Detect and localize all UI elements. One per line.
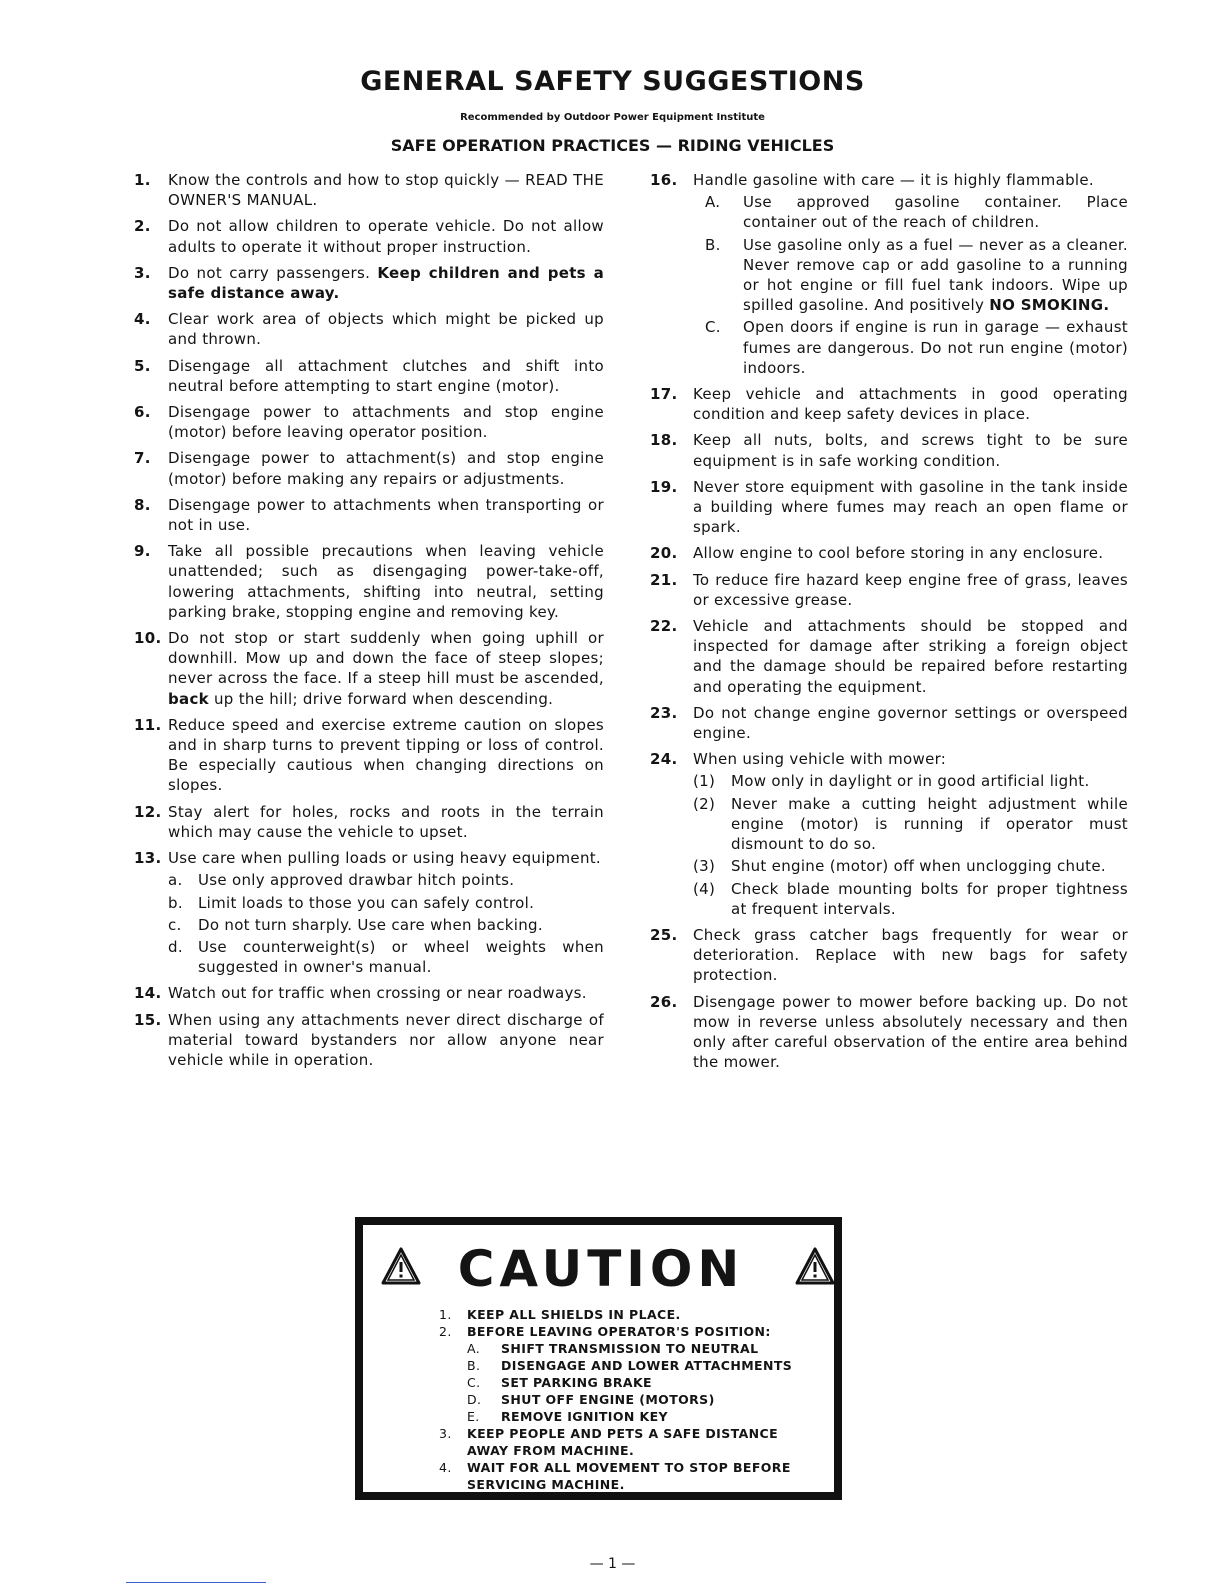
caution-sub-label: A. <box>467 1341 481 1356</box>
item-number: 10. <box>134 629 162 648</box>
sub-item-label: (3) <box>693 857 716 876</box>
caution-sub-item <box>467 1391 813 1408</box>
sub-item-bold-text: NO SMOKING. <box>989 296 1110 315</box>
item-text: Keep vehicle and attachments in good operating condition and keep safety devices in place. <box>693 385 1128 424</box>
sub-item <box>693 879 1128 919</box>
list-item <box>650 749 1128 919</box>
warning-triangle-icon <box>381 1247 421 1285</box>
caution-item <box>433 1425 813 1459</box>
caution-sub-item <box>467 1357 813 1374</box>
item-number: 4. <box>134 310 151 329</box>
list-item <box>134 402 604 442</box>
sub-item-label: B. <box>705 235 721 254</box>
caution-sub-item <box>467 1340 813 1357</box>
caution-item <box>433 1306 813 1323</box>
item-number: 21. <box>650 570 678 589</box>
sub-item-text: Use gasoline only as a fuel — never as a cleaner. Never remove cap or add gasoline to a running or hot engine or fill fuel tank indoors. Wipe up spilled gasoline. And positively <box>743 235 1128 315</box>
sub-item-text: Use only approved drawbar hitch points. <box>198 871 515 890</box>
item-text: When using vehicle with mower: <box>693 750 947 769</box>
sub-item-label: (4) <box>693 879 716 898</box>
item-text: up the hill; drive forward when descending. <box>208 689 554 708</box>
left-column <box>134 170 604 1076</box>
item-number: 20. <box>650 544 678 563</box>
list-item <box>134 802 604 842</box>
item-bold-text: Keep children and pets a safe distance away. <box>168 263 604 303</box>
sub-item-text: Open doors if engine is run in garage — exhaust fumes are dangerous. Do not run engine (motor) indoors. <box>743 318 1128 377</box>
caution-item-number: 3. <box>439 1426 452 1441</box>
sub-item-label: C. <box>705 318 721 337</box>
section-heading: SAFE OPERATION PRACTICES — RIDING VEHICLES <box>390 136 835 155</box>
item-number: 17. <box>650 385 678 404</box>
sub-item-label: d. <box>168 937 183 956</box>
item-text: Disengage power to mower before backing up. Do not mow in reverse unless absolutely necessary and then only after careful observation of the entire area behind the mower. <box>693 992 1128 1072</box>
caution-sub-item <box>467 1408 813 1425</box>
item-number: 25. <box>650 925 678 944</box>
caution-header <box>363 1240 834 1298</box>
sub-item-label: b. <box>168 893 183 912</box>
list-item <box>134 170 604 210</box>
item-text: Take all possible precautions when leaving vehicle unattended; such as disengaging power-take-off, lowering attachments, shifting into neutral, setting parking brake, stopping engine and removing key. <box>168 542 604 621</box>
sub-item-text: Limit loads to those you can safely control. <box>198 893 535 912</box>
item-number: 13. <box>134 849 162 868</box>
item-text: Do not change engine governor settings or overspeed engine. <box>693 703 1128 743</box>
list-item <box>650 430 1128 470</box>
list-item <box>134 309 604 349</box>
sub-item-text: Use counterweight(s) or wheel weights when suggested in owner's manual. <box>198 937 604 977</box>
sub-item-text: Shut engine (motor) off when unclogging chute. <box>731 857 1106 876</box>
caution-list <box>433 1306 813 1493</box>
list-item <box>134 263 604 303</box>
sub-item-label: A. <box>705 193 721 212</box>
item-text: Do not stop or start suddenly when going uphill or downhill. Mow up and down the face of steep slopes; never across the face. If a steep hill must be ascended, <box>168 629 604 688</box>
caution-sub-label: B. <box>467 1358 481 1373</box>
list-item <box>134 848 604 977</box>
item-text: Keep all nuts, bolts, and screws tight to be sure equipment is in safe working condition. <box>693 431 1128 470</box>
item-text: Check grass catcher bags frequently for wear or deterioration. Replace with new bags for safety protection. <box>693 925 1128 985</box>
item-number: 22. <box>650 617 678 636</box>
sub-item <box>168 915 604 935</box>
caution-sub-text: REMOVE IGNITION KEY <box>501 1409 668 1424</box>
caution-item-text: BEFORE LEAVING OPERATOR'S POSITION: <box>467 1324 771 1339</box>
list-item <box>134 715 604 796</box>
item-number: 7. <box>134 449 151 468</box>
item-number: 1. <box>134 171 151 189</box>
item-text: Clear work area of objects which might be picked up and thrown. <box>168 310 604 349</box>
caution-sub-label: C. <box>467 1375 481 1390</box>
caution-item-text: KEEP PEOPLE AND PETS A SAFE DISTANCE AWAY FROM MACHINE. <box>467 1426 779 1458</box>
item-number: 11. <box>134 715 162 734</box>
item-text: To reduce fire hazard keep engine free of grass, leaves or excessive grease. <box>693 570 1128 609</box>
item-text: Vehicle and attachments should be stopped and inspected for damage after striking a foreign object and the damage should be repaired before restarting and operating the equipment. <box>693 617 1128 696</box>
item-number: 2. <box>134 217 151 236</box>
item-number: 9. <box>134 542 151 561</box>
item-number: 15. <box>134 1010 162 1029</box>
right-column <box>650 170 1128 1078</box>
caution-sub-item <box>467 1374 813 1391</box>
caution-sub-text: SET PARKING BRAKE <box>501 1375 652 1390</box>
item-number: 12. <box>134 802 162 821</box>
item-text: Do not allow children to operate vehicle. Do not allow adults to operate it without proper instruction. <box>168 217 604 256</box>
item-text: Reduce speed and exercise extreme caution on slopes and in sharp turns to prevent tipping or loss of control. Be especially cautious when changing directions on slopes. <box>168 715 604 795</box>
item-number: 8. <box>134 495 151 514</box>
caution-sub-label: E. <box>467 1409 480 1424</box>
item-number: 19. <box>650 477 678 496</box>
caution-item <box>433 1323 813 1425</box>
sub-item <box>693 856 1128 876</box>
caution-sub-text: SHUT OFF ENGINE (MOTORS) <box>501 1392 715 1407</box>
sub-item-text: Use approved gasoline container. Place container out of the reach of children. <box>743 193 1128 232</box>
list-item <box>134 1010 604 1071</box>
warning-triangle-icon <box>795 1247 835 1285</box>
list-item <box>134 541 604 622</box>
item-text: Disengage power to attachments and stop engine (motor) before leaving operator position. <box>168 403 604 442</box>
list-item <box>650 384 1128 424</box>
caution-sub-text: SHIFT TRANSMISSION TO NEUTRAL <box>501 1341 759 1356</box>
list-item <box>650 570 1128 610</box>
page-number: — 1 — <box>589 1556 636 1572</box>
item-text: Watch out for traffic when crossing or near roadways. <box>168 984 587 1003</box>
list-item <box>650 616 1128 697</box>
item-number: 3. <box>134 263 151 282</box>
sub-item-label: (2) <box>693 794 716 813</box>
item-number: 16. <box>650 171 678 189</box>
list-item <box>134 448 604 488</box>
scan-artifact-line <box>126 1582 266 1583</box>
caution-sub-text: DISENGAGE AND LOWER ATTACHMENTS <box>501 1358 793 1373</box>
item-text: Know the controls and how to stop quickly — READ THE OWNER'S MANUAL. <box>168 171 604 210</box>
item-text: Handle gasoline with care — it is highly flammable. <box>693 171 1094 189</box>
caution-item-text: KEEP ALL SHIELDS IN PLACE. <box>467 1307 681 1322</box>
caution-box <box>355 1217 842 1500</box>
item-number: 6. <box>134 403 151 422</box>
caution-item-number: 1. <box>439 1307 452 1322</box>
caution-heading: CAUTION <box>457 1240 745 1298</box>
page-title: GENERAL SAFETY SUGGESTIONS <box>360 66 865 97</box>
item-bold-text: back <box>168 689 209 708</box>
list-item <box>134 216 604 256</box>
list-item <box>134 983 604 1003</box>
sub-item <box>168 937 604 977</box>
sub-item-label: (1) <box>693 772 716 791</box>
item-text: Use care when pulling loads or using heavy equipment. <box>168 849 601 868</box>
sub-item <box>705 192 1128 232</box>
list-item <box>134 628 604 709</box>
sub-item-text: Never make a cutting height adjustment while engine (motor) is running if operator must dismount to do so. <box>731 794 1128 854</box>
list-item <box>650 992 1128 1073</box>
item-text: Do not carry passengers. <box>168 263 378 282</box>
list-item <box>650 925 1128 986</box>
sub-item <box>693 794 1128 855</box>
sub-item-label: a. <box>168 871 183 890</box>
sub-item <box>693 771 1128 791</box>
item-text: Stay alert for holes, rocks and roots in the terrain which may cause the vehicle to upset. <box>168 802 604 841</box>
item-text: Never store equipment with gasoline in the tank inside a building where fumes may reach an open flame or spark. <box>693 477 1128 537</box>
sub-item-label: c. <box>168 915 182 934</box>
item-number: 5. <box>134 356 151 375</box>
list-item <box>650 170 1128 378</box>
sub-item-text: Do not turn sharply. Use care when backing. <box>198 915 543 934</box>
item-text: Disengage power to attachments when transporting or not in use. <box>168 495 604 535</box>
caution-item-text: WAIT FOR ALL MOVEMENT TO STOP BEFORE SERVICING MACHINE. <box>467 1460 791 1492</box>
sub-item <box>705 235 1128 316</box>
list-item <box>134 356 604 396</box>
sub-item <box>705 317 1128 378</box>
page-subtitle: Recommended by Outdoor Power Equipment Institute <box>460 112 765 123</box>
item-number: 23. <box>650 703 678 722</box>
caution-item-number: 4. <box>439 1460 452 1475</box>
item-number: 14. <box>134 984 162 1003</box>
list-item <box>650 543 1128 563</box>
list-item <box>134 495 604 535</box>
list-item <box>650 703 1128 743</box>
sub-item <box>168 870 604 890</box>
caution-item-number: 2. <box>439 1324 452 1339</box>
list-item <box>650 477 1128 538</box>
sub-item-text: Check blade mounting bolts for proper tightness at frequent intervals. <box>731 879 1128 918</box>
item-text: When using any attachments never direct discharge of material toward bystanders nor allow anyone near vehicle while in operation. <box>168 1010 604 1069</box>
item-text: Allow engine to cool before storing in any enclosure. <box>693 544 1104 563</box>
sub-item-text: Mow only in daylight or in good artificial light. <box>731 772 1090 791</box>
caution-item <box>433 1459 813 1493</box>
item-number: 26. <box>650 992 678 1011</box>
caution-sub-label: D. <box>467 1392 482 1407</box>
item-text: Disengage power to attachment(s) and stop engine (motor) before making any repairs or adjustments. <box>168 449 604 488</box>
item-text: Disengage all attachment clutches and shift into neutral before attempting to start engine (motor). <box>168 356 604 395</box>
item-number: 24. <box>650 750 678 769</box>
sub-item <box>168 893 604 913</box>
item-number: 18. <box>650 431 678 450</box>
